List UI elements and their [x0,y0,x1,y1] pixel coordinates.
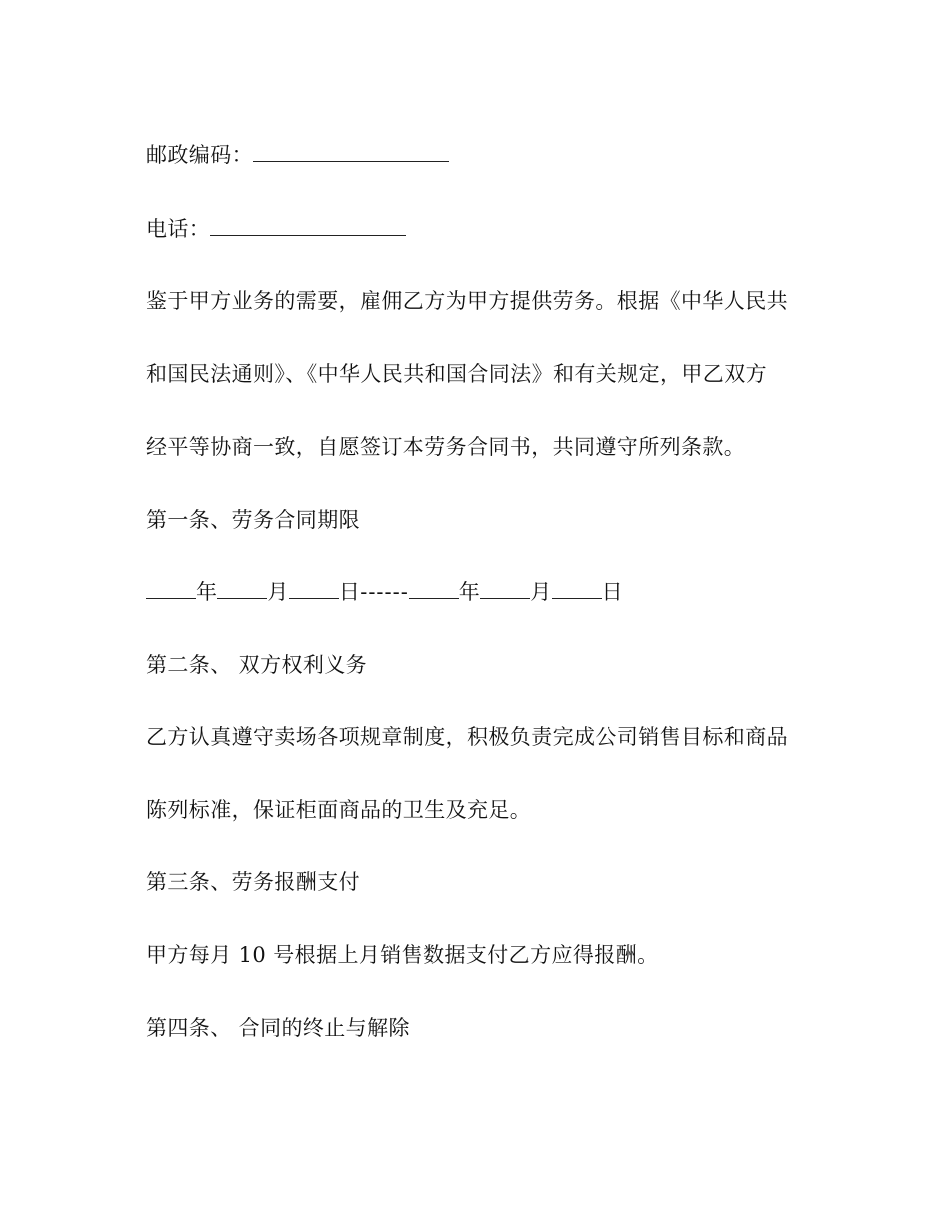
preamble-line-1: 鉴于甲方业务的需要，雇佣乙方为甲方提供劳务。根据《中华人民共 [146,289,788,313]
phone-label: 电话： [146,217,211,241]
article-3-line-1: 甲方每月 10 号根据上月销售数据支付乙方应得报酬。 [146,943,659,967]
start-day-label: 日 [338,580,361,604]
start-month-blank [217,578,267,599]
article-2-line-1: 乙方认真遵守卖场各项规章制度，积极负责完成公司销售目标和商品 [146,725,788,749]
start-year-label: 年 [196,580,218,604]
start-year-blank [146,578,196,599]
end-month-label: 月 [530,580,552,604]
preamble-line-3: 经平等协商一致，自愿签订本劳务合同书，共同遵守所列条款。 [146,435,746,459]
preamble-line-2: 和国民法通则》、《中华人民共和国合同法》和有关规定，甲乙双方 [146,362,767,386]
end-day-blank [552,578,602,599]
postcode-blank [253,141,449,162]
contract-period-line [146,577,623,607]
start-day-blank [289,578,339,599]
article-1-title: 第一条、劳务合同期限 [146,508,360,532]
article-4-title: 第四条、 合同的终止与解除 [146,1016,410,1040]
phone-blank [210,215,406,236]
article-2-title: 第二条、 双方权利义务 [146,653,368,677]
article-2-line-2: 陈列标准，保证柜面商品的卫生及充足。 [146,798,532,822]
end-day-label: 日 [601,580,624,604]
end-year-blank [409,578,459,599]
start-month-label: 月 [267,580,289,604]
phone-line [146,214,406,244]
end-month-blank [480,578,530,599]
postcode-line [146,140,449,170]
end-year-label: 年 [458,580,481,604]
date-range-separator: ------ [360,580,409,604]
postcode-label: 邮政编码： [146,143,253,167]
article-3-title: 第三条、劳务报酬支付 [146,870,360,894]
